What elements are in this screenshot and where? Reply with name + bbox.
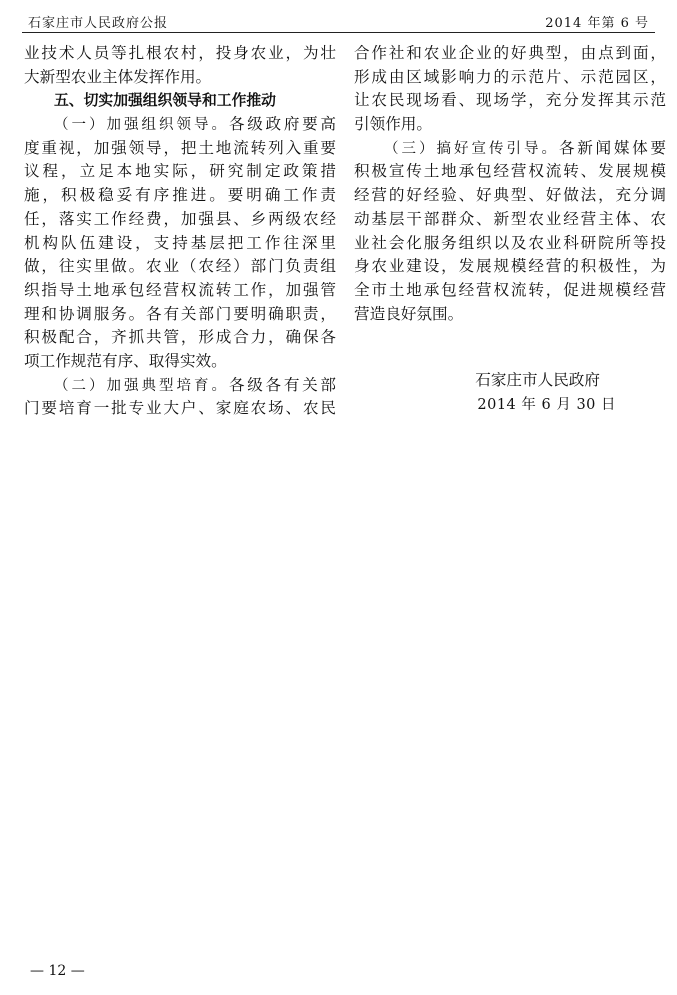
body-line: 织指导土地承包经营权流转工作，加强管 xyxy=(24,280,336,299)
item-2-label: （二）加强典型培育。 xyxy=(54,377,229,394)
body-line: 全市土地承包经营权流转，促进规模经营 xyxy=(354,280,666,299)
body-line: 积极配合，齐抓共管，形成合力，确保各 xyxy=(24,328,336,347)
body-line: 合作社和农业企业的好典型，由点到面， xyxy=(354,44,666,62)
body-line: 形成由区域影响力的示范片、示范园区， xyxy=(354,67,666,86)
page-header xyxy=(22,8,655,32)
body-line: 营造良好氛围。 xyxy=(354,304,464,323)
body-line: 积极宣传土地承包经营权流转、发展规模 xyxy=(354,162,666,181)
body-line: 议程，立足本地实际，研究制定政策措 xyxy=(24,162,336,181)
body-line: 度重视，加强领导，把土地流转列入重要 xyxy=(24,138,336,157)
section-heading: 五、切实加强组织领导和工作推动 xyxy=(54,92,276,110)
item-1-first-line xyxy=(24,113,336,137)
body-line: 业技术人员等扎根农村，投身农业，为壮 xyxy=(24,44,336,62)
body-line: 业社会化服务组织以及农业科研院所等投 xyxy=(354,233,666,252)
body-line: 施，积极稳妥有序推进。要明确工作责 xyxy=(24,186,336,205)
issue-date: 2014 年 6 月 30 日 xyxy=(477,397,616,413)
body-line: 理和协调服务。各有关部门要明确职责， xyxy=(24,304,336,323)
issuing-authority: 石家庄市人民政府 xyxy=(475,371,600,389)
page-number: — 12 — xyxy=(30,963,85,979)
item-2-first-line xyxy=(24,374,336,398)
body-line: 引领作用。 xyxy=(354,115,432,134)
header-divider xyxy=(22,32,655,33)
item-1-label: （一）加强组织领导。 xyxy=(54,117,229,134)
body-line: 经营的好经验、好典型、好做法，充分调 xyxy=(354,186,666,205)
body-line: 机构队伍建设，支持基层把工作往深里 xyxy=(24,233,336,252)
publication-title: 石家庄市人民政府公报 xyxy=(28,16,169,31)
issue-number: 2014 年第 6 号 xyxy=(545,16,649,31)
item-3-label: （三）搞好宣传引导。 xyxy=(384,140,559,157)
body-line: 身农业建设，发展规模经营的积极性，为 xyxy=(354,257,666,276)
item-2-first-text: 各级各有关部 xyxy=(228,375,336,394)
item-3-first-line xyxy=(354,137,666,161)
body-line: 大新型农业主体发挥作用。 xyxy=(24,67,212,86)
body-line: 动基层干部群众、新型农业经营主体、农 xyxy=(354,209,666,228)
body-line: 让农民现场看、现场学，充分发挥其示范 xyxy=(354,91,666,110)
right-column xyxy=(354,42,666,326)
item-3-first-text: 各新闻媒体要 xyxy=(558,138,666,157)
body-line: 做，往实里做。农业（农经）部门负责组 xyxy=(24,257,336,276)
body-line: 项工作规范有序、取得实效。 xyxy=(24,351,227,370)
left-column xyxy=(24,42,336,421)
item-1-first-text: 各级政府要高 xyxy=(228,115,336,134)
body-line: 门要培育一批专业大户、家庭农场、农民 xyxy=(24,399,336,418)
body-line: 任，落实工作经费，加强县、乡两级农经 xyxy=(24,209,336,228)
